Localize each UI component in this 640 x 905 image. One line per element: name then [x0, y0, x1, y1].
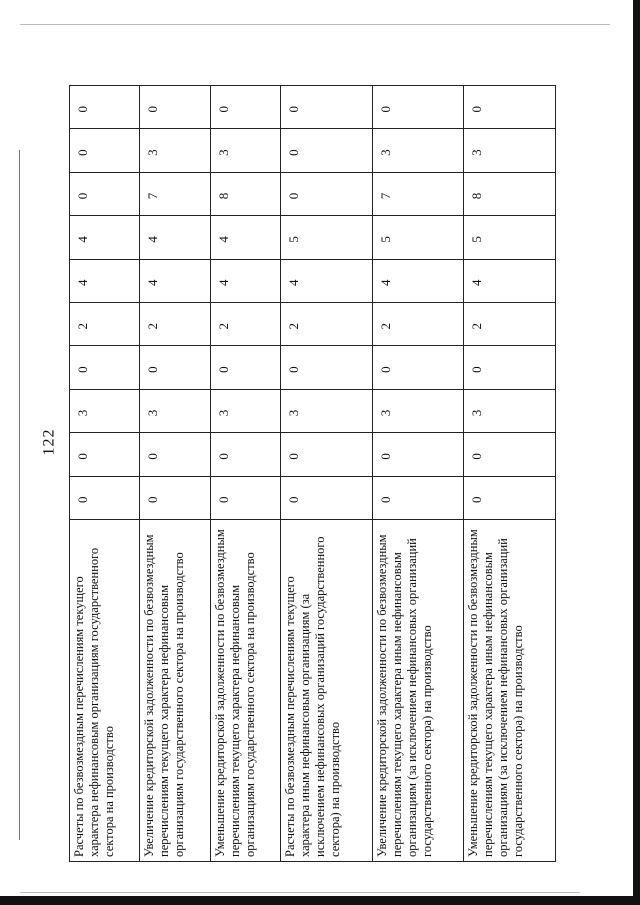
- table-cell: 4: [281, 259, 373, 302]
- table-cell: 2: [372, 303, 464, 346]
- table-cell: 0: [372, 86, 464, 129]
- scan-edge-right: [633, 0, 640, 905]
- table-cell: 0: [281, 129, 373, 172]
- table-cell: 0: [210, 346, 280, 389]
- table-cell: 3: [464, 389, 556, 432]
- table-cell: 3: [140, 389, 210, 432]
- table-cell: 0: [140, 86, 210, 129]
- table-cell: 4: [210, 259, 280, 302]
- table-cell: 5: [464, 216, 556, 259]
- table-row: [140, 86, 210, 862]
- table-cell: 0: [70, 172, 140, 215]
- table-cell: 0: [464, 86, 556, 129]
- table-cell: 3: [281, 389, 373, 432]
- row-label: Увеличение кредиторской задолженности по безвозмездным перечислениям текущего характера иным нефинансовым организациям (за исключением нефинансовых организаций государственного сектора) на производство: [372, 520, 464, 862]
- table-cell: 0: [464, 346, 556, 389]
- table-cell: 0: [210, 86, 280, 129]
- page-number: 122: [40, 428, 58, 456]
- table-cell: 0: [70, 346, 140, 389]
- table-cell: 4: [210, 216, 280, 259]
- table-cell: 2: [70, 303, 140, 346]
- table-cell: 7: [140, 172, 210, 215]
- table-cell: 2: [210, 303, 280, 346]
- table-cell: 3: [464, 129, 556, 172]
- table-row: [281, 86, 373, 862]
- table-cell: 0: [464, 476, 556, 519]
- table-cell: 4: [140, 216, 210, 259]
- table-cell: 8: [210, 172, 280, 215]
- table-cell: 2: [281, 303, 373, 346]
- table-row: [70, 86, 140, 862]
- table-cell: 2: [464, 303, 556, 346]
- accounts-table: [69, 85, 556, 862]
- table-cell: 0: [281, 476, 373, 519]
- table-cell: 0: [70, 129, 140, 172]
- table-cell: 0: [372, 346, 464, 389]
- table-cell: 0: [70, 476, 140, 519]
- scan-edge-left: [19, 150, 20, 840]
- table-cell: 3: [210, 389, 280, 432]
- table-cell: 3: [210, 129, 280, 172]
- table-cell: 4: [70, 216, 140, 259]
- table-cell: 0: [210, 433, 280, 476]
- scan-edge-bottom-line: [20, 892, 580, 893]
- table-cell: 0: [372, 476, 464, 519]
- table-cell: 3: [140, 129, 210, 172]
- row-label: Уменьшение кредиторской задолженности по безвозмездным перечислениям текущего характера нефинансовым организациям государственного сектора на производство: [210, 520, 280, 862]
- table-row: [464, 86, 556, 862]
- table-cell: 5: [281, 216, 373, 259]
- row-label: Расчеты по безвозмездным перечислениям текущего характера иным нефинансовым организациям (за исключением нефинансовых организаций государственного сектора) на производство: [281, 520, 373, 862]
- table-cell: 8: [464, 172, 556, 215]
- table-cell: 0: [281, 86, 373, 129]
- table-row: [210, 86, 280, 862]
- table-cell: 4: [372, 259, 464, 302]
- table-cell: 0: [140, 346, 210, 389]
- table-cell: 2: [140, 303, 210, 346]
- document-table-rotated: [69, 85, 556, 862]
- table-cell: 4: [70, 259, 140, 302]
- table-cell: 4: [464, 259, 556, 302]
- table-cell: 0: [140, 433, 210, 476]
- row-label: Расчеты по безвозмездным перечислениям текущего характера нефинансовым организациям государственного сектора на производство: [70, 520, 140, 862]
- table-cell: 0: [140, 476, 210, 519]
- table-cell: 0: [70, 86, 140, 129]
- row-label: Уменьшение кредиторской задолженности по безвозмездным перечислениям текущего характера иным нефинансовым организациям (за исключением нефинансовых организаций государственного сектора) на производство: [464, 520, 556, 862]
- table-cell: 5: [372, 216, 464, 259]
- table-cell: 0: [464, 433, 556, 476]
- table-cell: 0: [281, 346, 373, 389]
- table-cell: 3: [372, 389, 464, 432]
- table-cell: 0: [372, 433, 464, 476]
- table-cell: 3: [372, 129, 464, 172]
- table-cell: 3: [70, 389, 140, 432]
- row-label: Увеличение кредиторской задолженности по безвозмездным перечислениям текущего характера нефинансовым организациям государственного сектора на производство: [140, 520, 210, 862]
- table-cell: 4: [140, 259, 210, 302]
- table-cell: 0: [281, 172, 373, 215]
- scan-edge-bottom: [0, 896, 640, 905]
- table-cell: 7: [372, 172, 464, 215]
- table-row: [372, 86, 464, 862]
- table-cell: 0: [210, 476, 280, 519]
- table-cell: 0: [70, 433, 140, 476]
- table-cell: 0: [281, 433, 373, 476]
- scan-edge-top: [20, 24, 610, 25]
